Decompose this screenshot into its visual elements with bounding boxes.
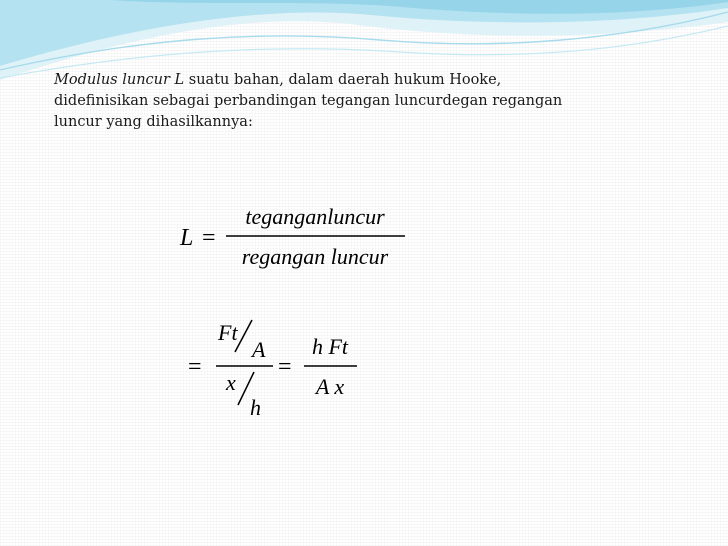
definition-line-3: luncur yang dihasilkannya: [54,114,253,130]
formula2-equals-mid: = [278,354,292,380]
formula2-equals-lead: = [188,354,202,380]
formula1-denominator: regangan luncur [241,244,389,269]
formula2-right-denominator: A x [315,374,345,399]
formula2-lower-denominator: h [250,395,261,420]
definition-paragraph [54,70,654,133]
formula2-upper-denominator: A [252,337,266,362]
definition-line-2: didefinisikan sebagai perbandingan tegangan luncurdegan regangan [54,93,563,109]
formula2-right-numerator: h Ft [311,334,349,359]
formula2-upper-numerator: Ft [218,320,238,345]
formula-shear-modulus-derivation [180,310,380,425]
formula1-numerator: teganganluncur [245,204,385,229]
formula1-lhs: L [180,225,194,251]
formula-shear-modulus-definition [170,195,420,275]
modulus-term: Modulus luncur L [54,72,185,88]
formula1-equals: = [202,225,216,251]
formula2-lower-numerator: x [226,370,236,395]
definition-line-1-rest: suatu bahan, dalam daerah hukum Hooke, [184,72,502,88]
